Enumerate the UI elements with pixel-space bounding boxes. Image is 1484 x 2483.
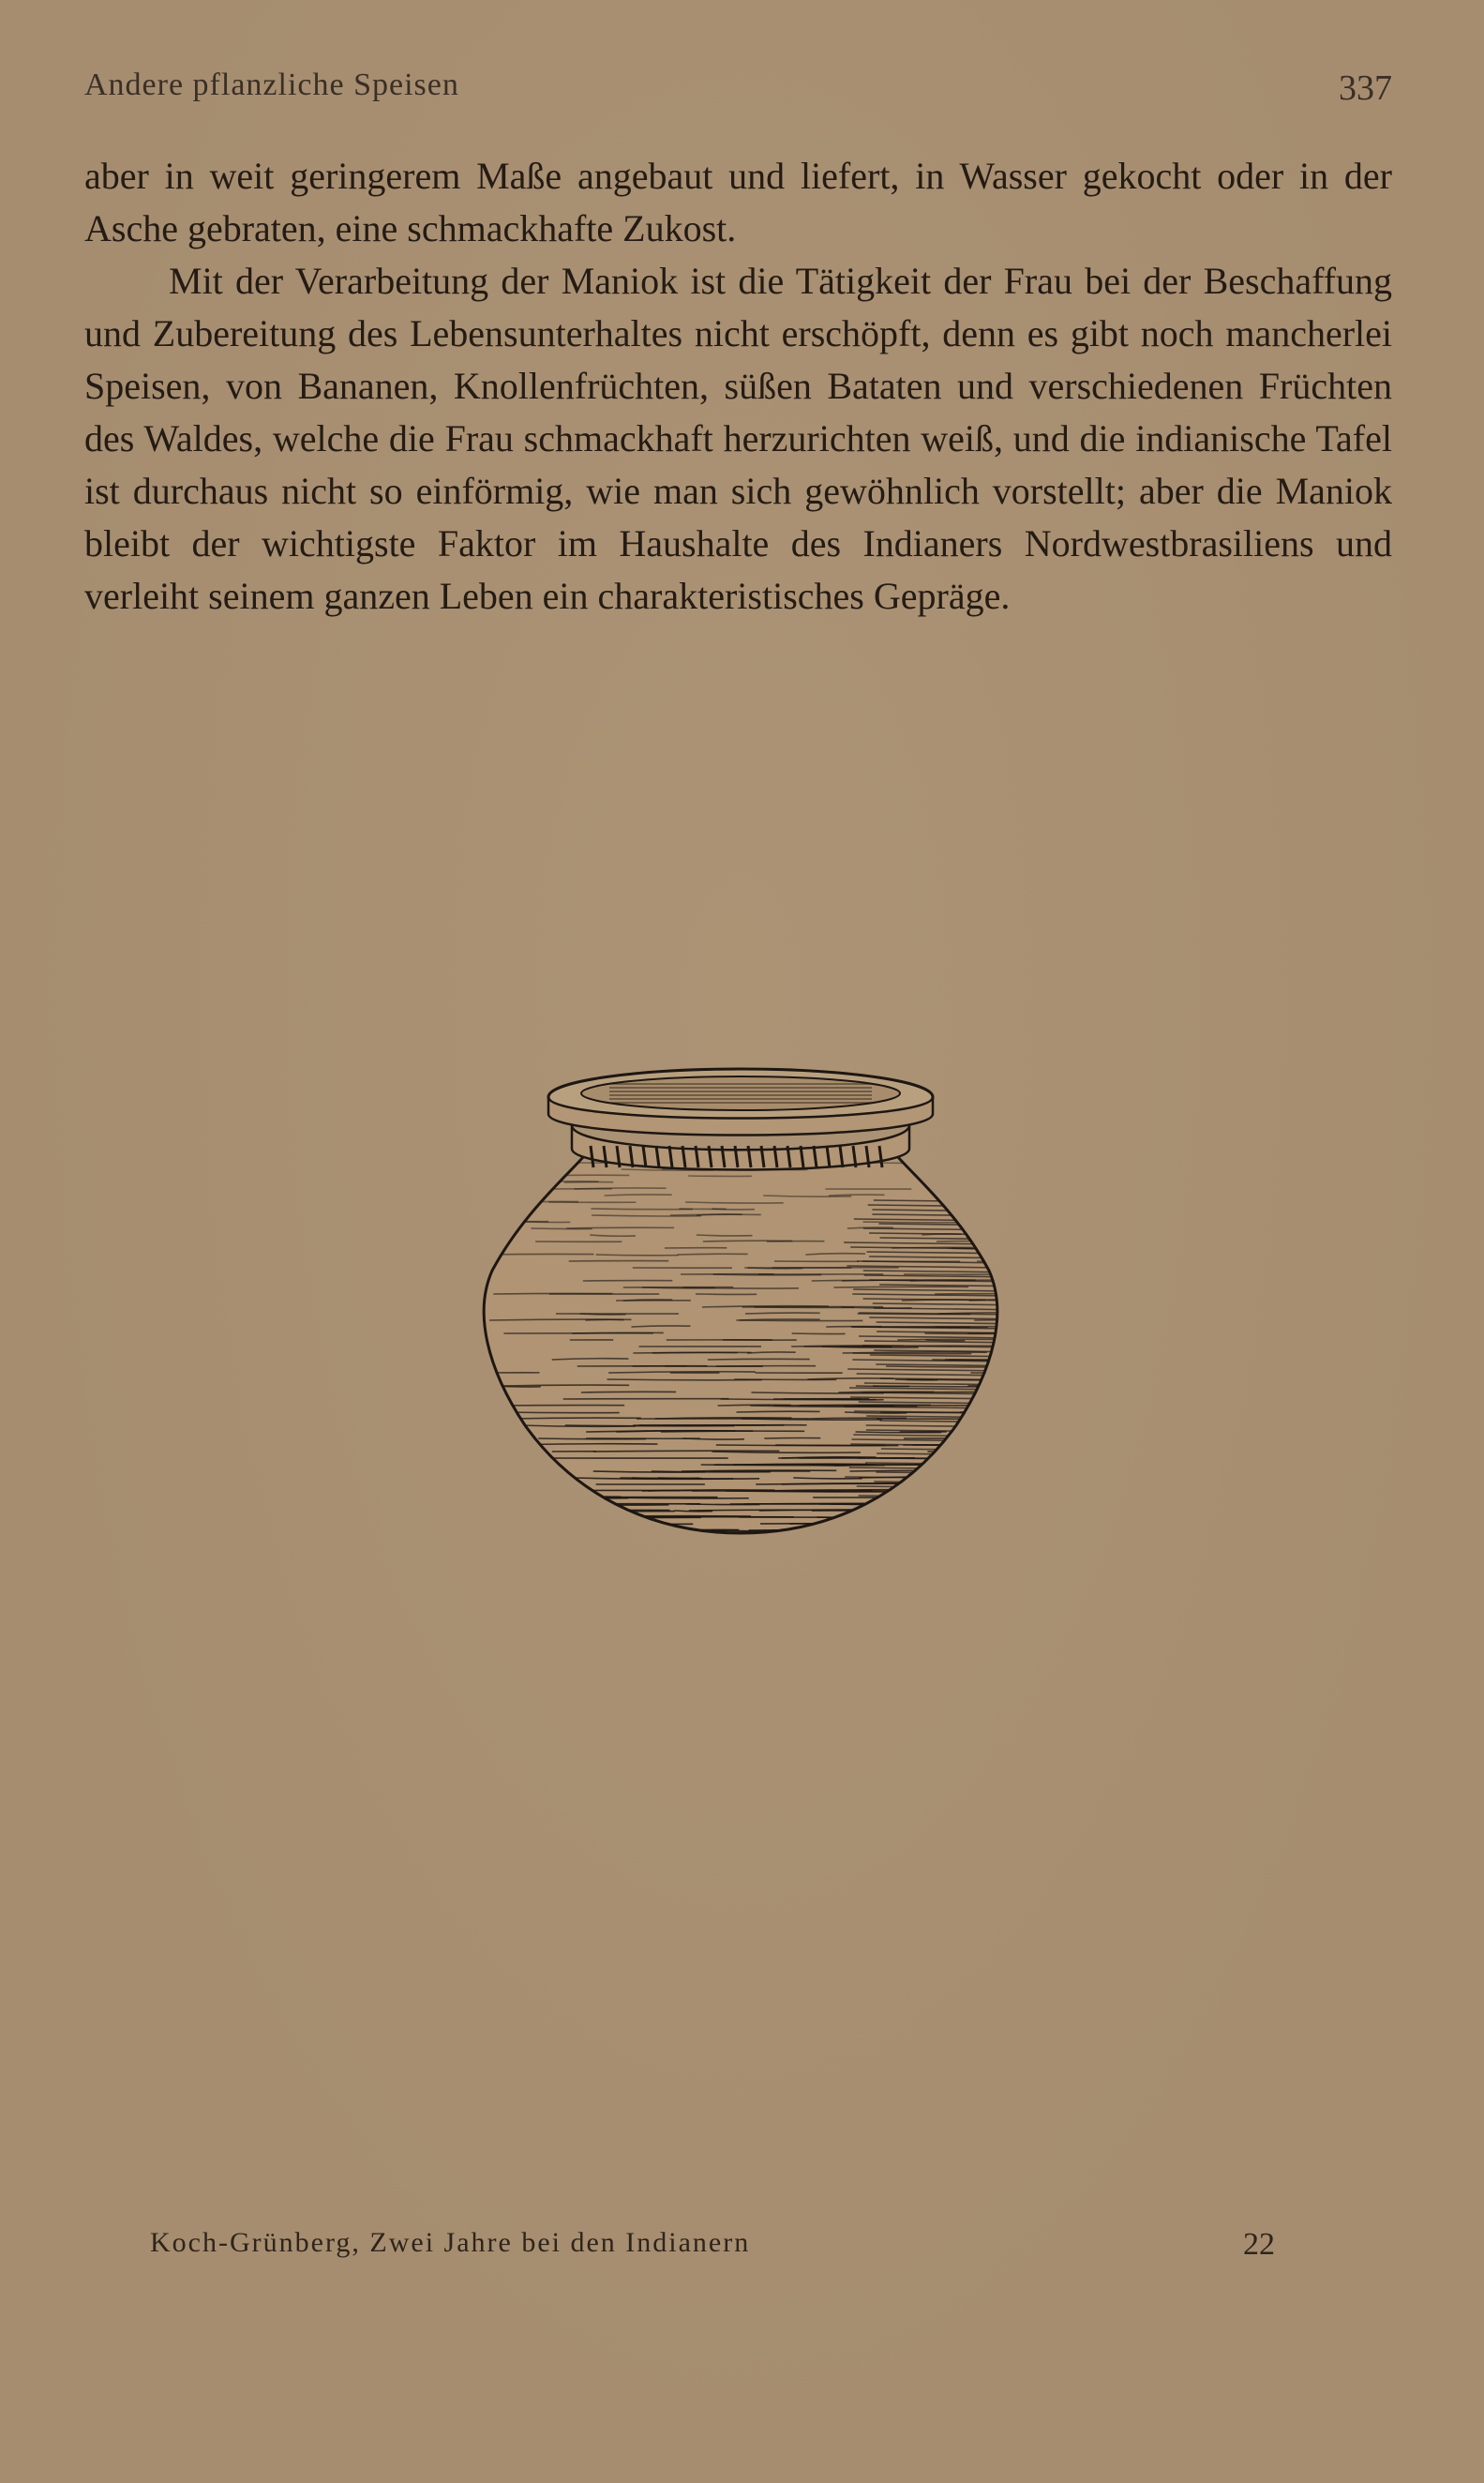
footer-signature-number: 22 <box>1243 2227 1275 2262</box>
footer-signature: Koch-Grünberg, Zwei Jahre bei den Indianern <box>150 2227 751 2258</box>
page-number: 337 <box>1339 68 1392 108</box>
page-footer <box>150 2227 1275 2274</box>
paragraph: Mit der Verarbeitung der Maniok ist die Tätigkeit der Frau bei der Beschaffung und Zubereitung des Lebensunterhaltes nicht erschöpft, denn es gibt noch mancherlei Speisen, von Bananen, Knollenfrüchten, süßen Bataten und verschiedenen Früchten des Waldes, welche die Frau schmackhaft herzurichten weiß, und die indianische Tafel ist durchaus nicht so einförmig, wie man sich gewöhnlich vorstellt; aber die Maniok bleibt der wichtigste Faktor im Haushalte des Indianers Nordwestbrasiliens und verleiht seinem ganzen Leben ein charakteristisches Gepräge. <box>84 260 1392 617</box>
running-head <box>84 68 1392 114</box>
paragraph-continued: aber in weit geringerem Maße angebaut und liefert, in Wasser gekocht oder in der Asche gebraten, eine schmackhafte Zukost. <box>84 155 1392 249</box>
running-title: Andere pflanzliche Speisen <box>84 68 459 102</box>
body-text <box>84 150 1392 623</box>
clay-pot-figure <box>469 1060 1012 1603</box>
clay-pot-illustration-icon <box>469 1060 1012 1603</box>
